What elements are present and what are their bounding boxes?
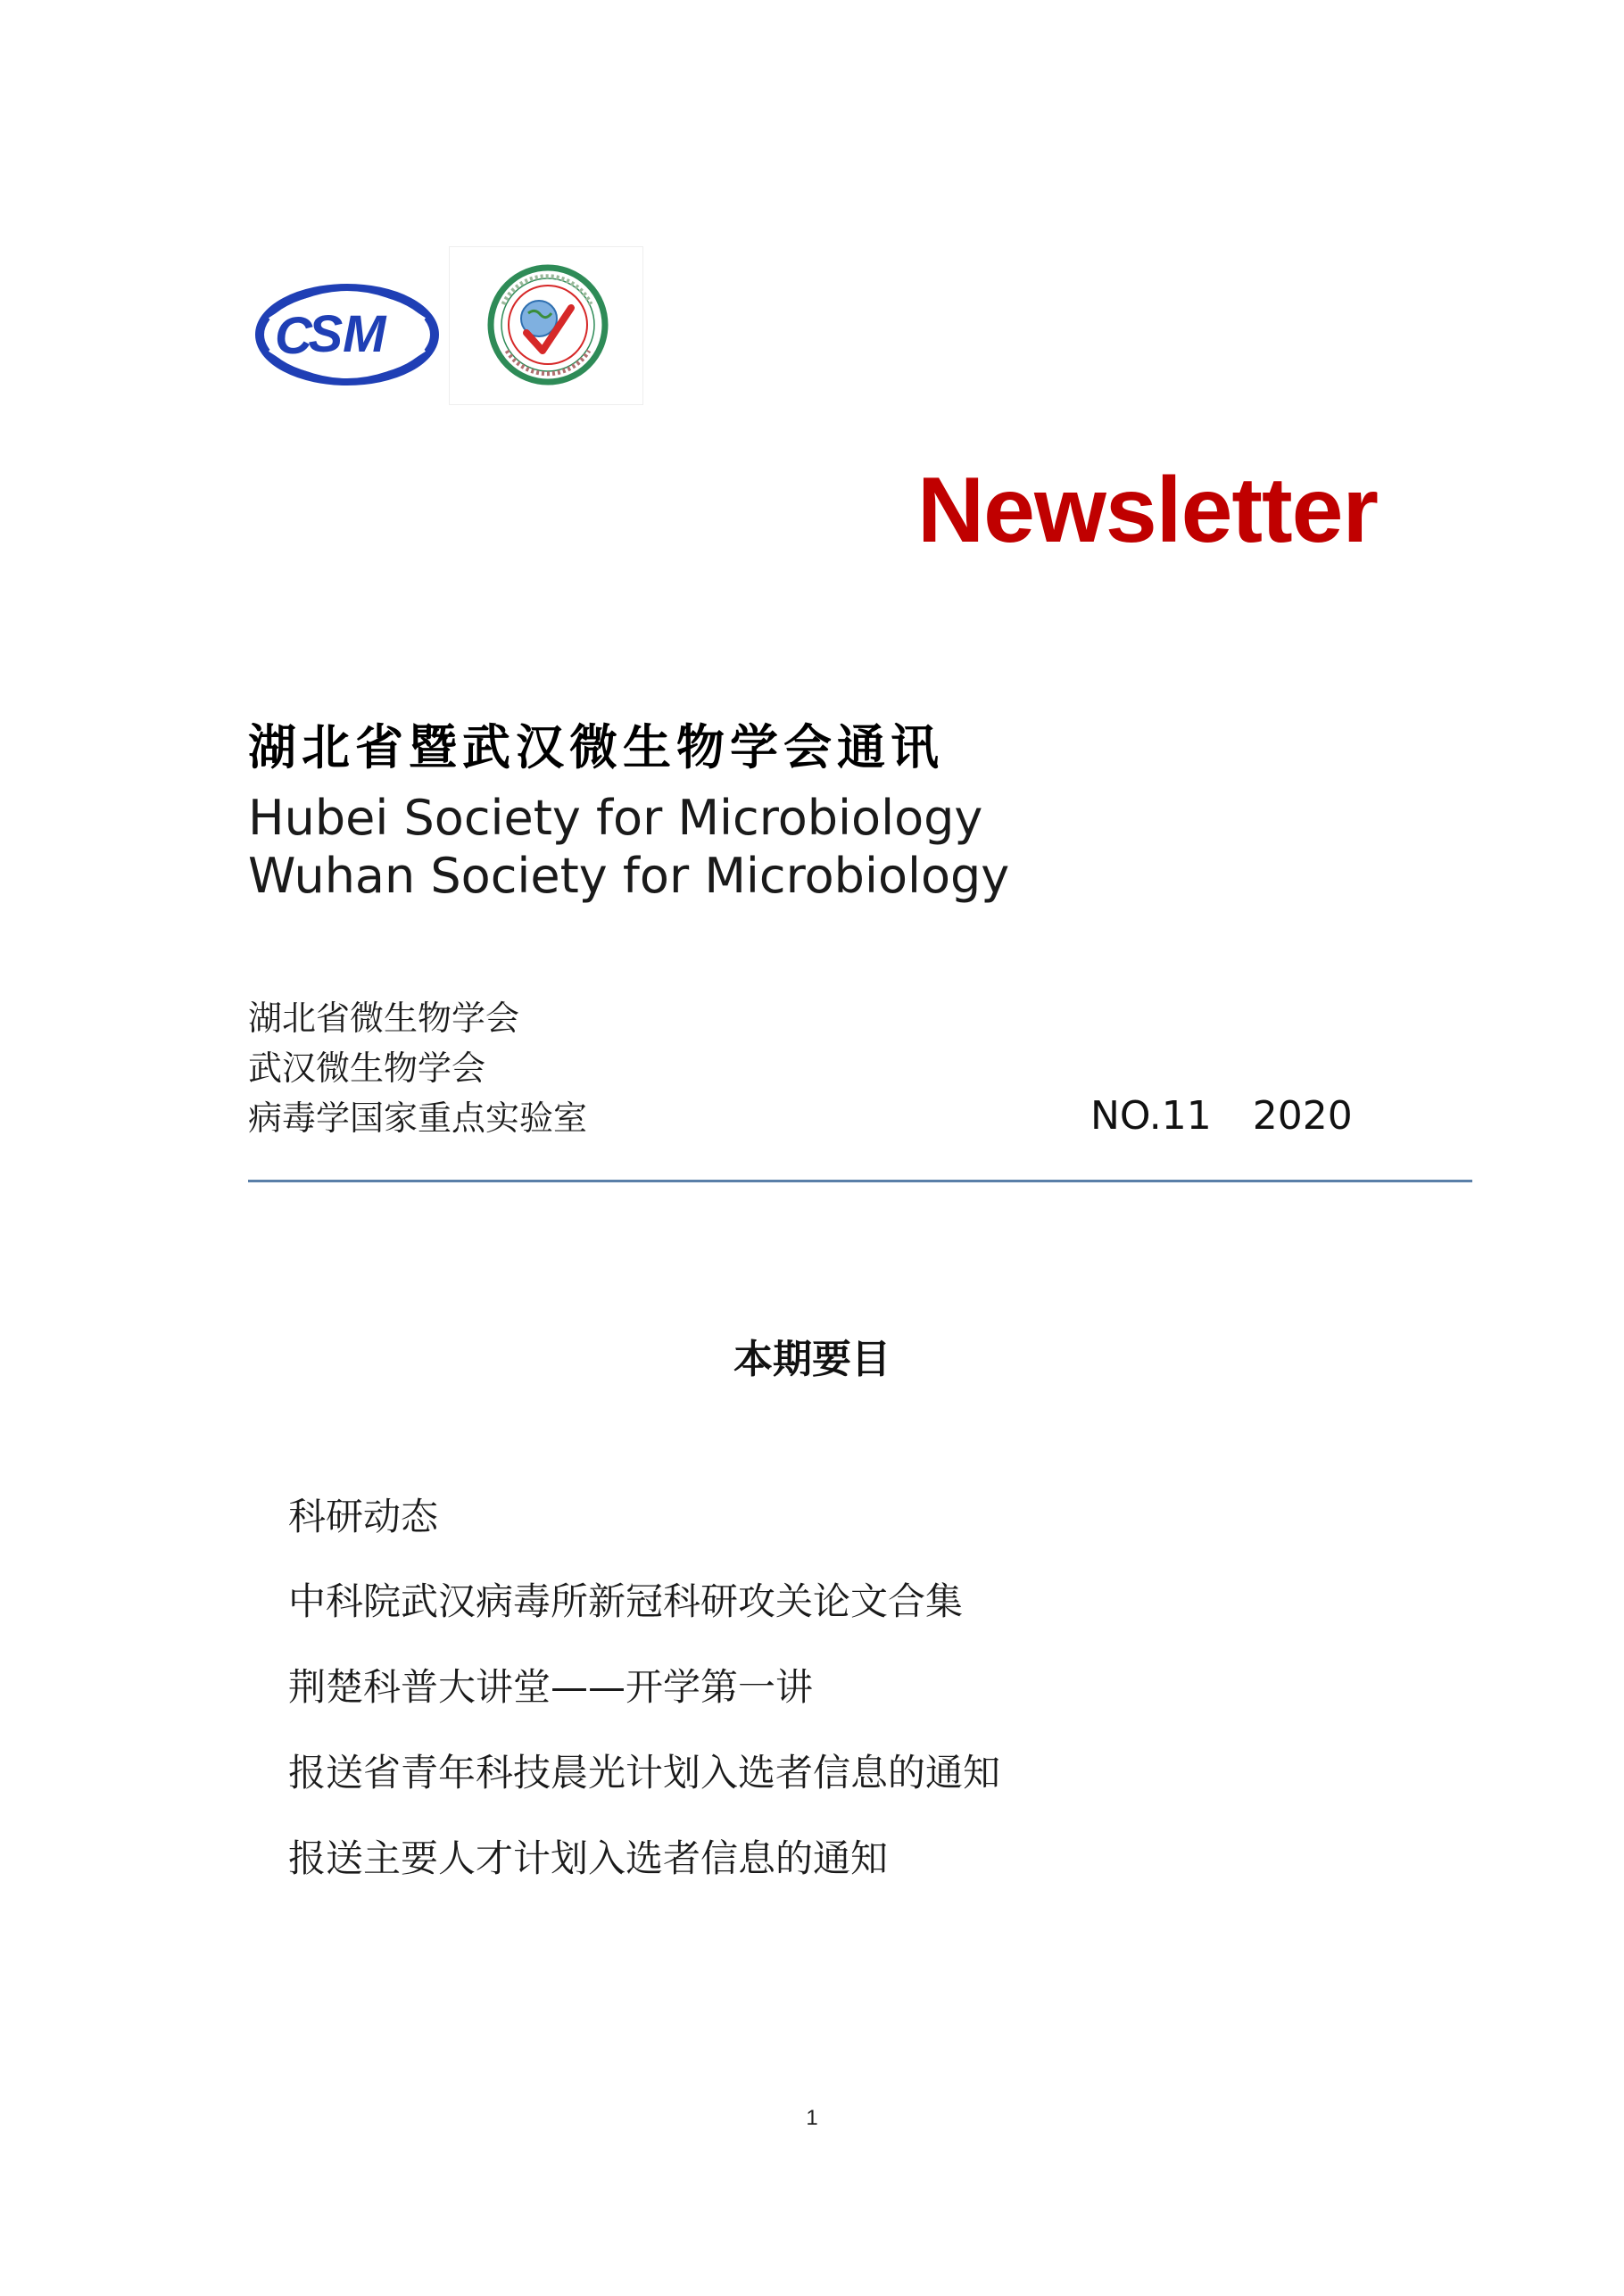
issue-number: NO.11 (1090, 1093, 1212, 1139)
organizer-wuhan-society: 武汉微生物学会 (248, 1049, 486, 1088)
newsletter-title: Newsletter (917, 459, 1378, 562)
toc-item: 科研动态 (288, 1495, 439, 1538)
svg-text:C: C (275, 307, 312, 365)
contents-heading: 本期要目 (733, 1337, 891, 1382)
lab-logo-frame (449, 246, 643, 405)
hsm-logo-graphic (254, 280, 440, 389)
issue-year: 2020 (1252, 1093, 1353, 1139)
toc-item: 中科院武汉病毒所新冠科研攻关论文合集 (288, 1579, 964, 1623)
issue-info (1090, 1093, 1353, 1139)
toc-item: 报送省青年科技晨光计划入选者信息的通知 (288, 1751, 1001, 1795)
society-name-en-wuhan: Wuhan Society for Microbiology (248, 848, 1010, 904)
organizer-hubei-society: 湖北省微生物学会 (248, 999, 520, 1038)
header-divider (248, 1180, 1472, 1182)
svg-text:SM: SM (308, 305, 386, 363)
toc-item: 荆楚科普大讲堂——开学第一讲 (288, 1665, 814, 1709)
toc-item: 报送主要人才计划入选者信息的通知 (288, 1836, 889, 1880)
organizer-virology-lab: 病毒学国家重点实验室 (248, 1098, 588, 1138)
society-name-cn: 湖北省暨武汉微生物学会通讯 (248, 718, 944, 775)
society-name-en-hubei: Hubei Society for Microbiology (248, 790, 983, 846)
state-key-laboratory-of-virology-logo (485, 258, 610, 392)
hsm-logo (254, 280, 440, 389)
page-number: 1 (806, 2106, 818, 2130)
